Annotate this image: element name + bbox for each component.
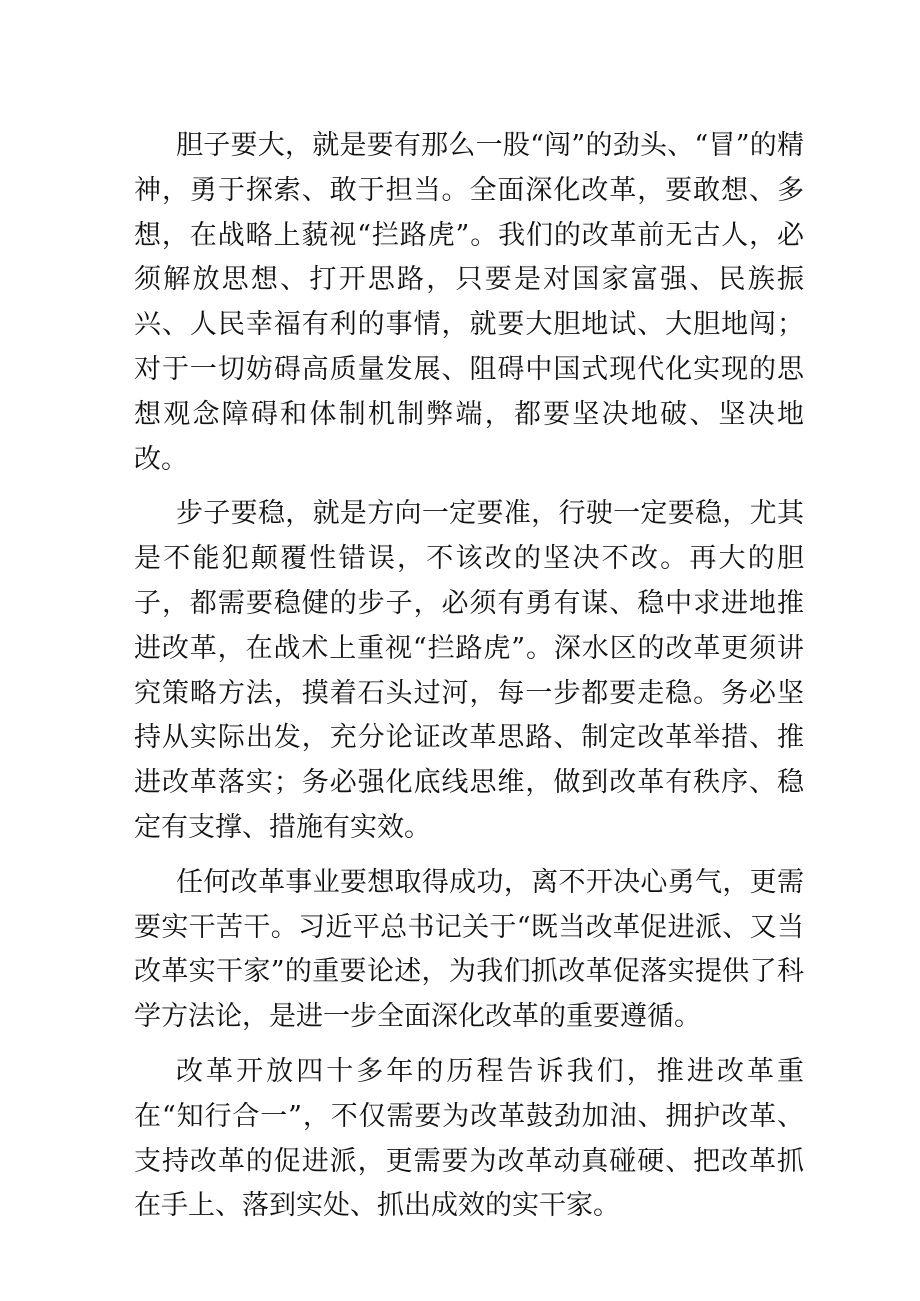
paragraph-2: 步子要稳，就是方向一定要准，行驶一定要稳，尤其是不能犯颠覆性错误，不该改的坚决不改。再大的胆子，都需要稳健的步子，必须有勇有谋、稳中求进地推进改革，在战术上重视“拦路虎”。深水区的改革更须讲究策略方法，摸着石头过河，每一步都要走稳。务必坚持从实际出发，充分论证改革思路、制定改革举措、推进改革落实；务必强化底线思维，做到改革有秩序、稳定有支撑、措施有实效。 xyxy=(134,498,804,843)
paragraph-4: 改革开放四十多年的历程告诉我们，推进改革重在“知行合一”，不仅需要为改革鼓劲加油、拥护改革、支持改革的促进派，更需要为改革动真碰硬、把改革抓在手上、落到实处、抓出成效的实干家。 xyxy=(134,1055,804,1222)
paragraph-3: 任何改革事业要想取得成功，离不开决心勇气，更需要实干苦干。习近平总书记关于“既当改革促进派、又当改革实干家”的重要论述，为我们抓改革促落实提供了科学方法论，是进一步全面深化改革的重要遵循。 xyxy=(134,866,804,1033)
document-body xyxy=(134,124,804,1239)
paragraph-1: 胆子要大，就是要有那么一股“闯”的劲头、“冒”的精神，勇于探索、敢于担当。全面深化改革，要敢想、多想，在战略上藐视“拦路虎”。我们的改革前无古人，必须解放思想、打开思路，只要是对国家富强、民族振兴、人民幸福有利的事情，就要大胆地试、大胆地闯；对于一切妨碍高质量发展、阻碍中国式现代化实现的思想观念障碍和体制机制弊端，都要坚决地破、坚决地改。 xyxy=(134,130,804,475)
